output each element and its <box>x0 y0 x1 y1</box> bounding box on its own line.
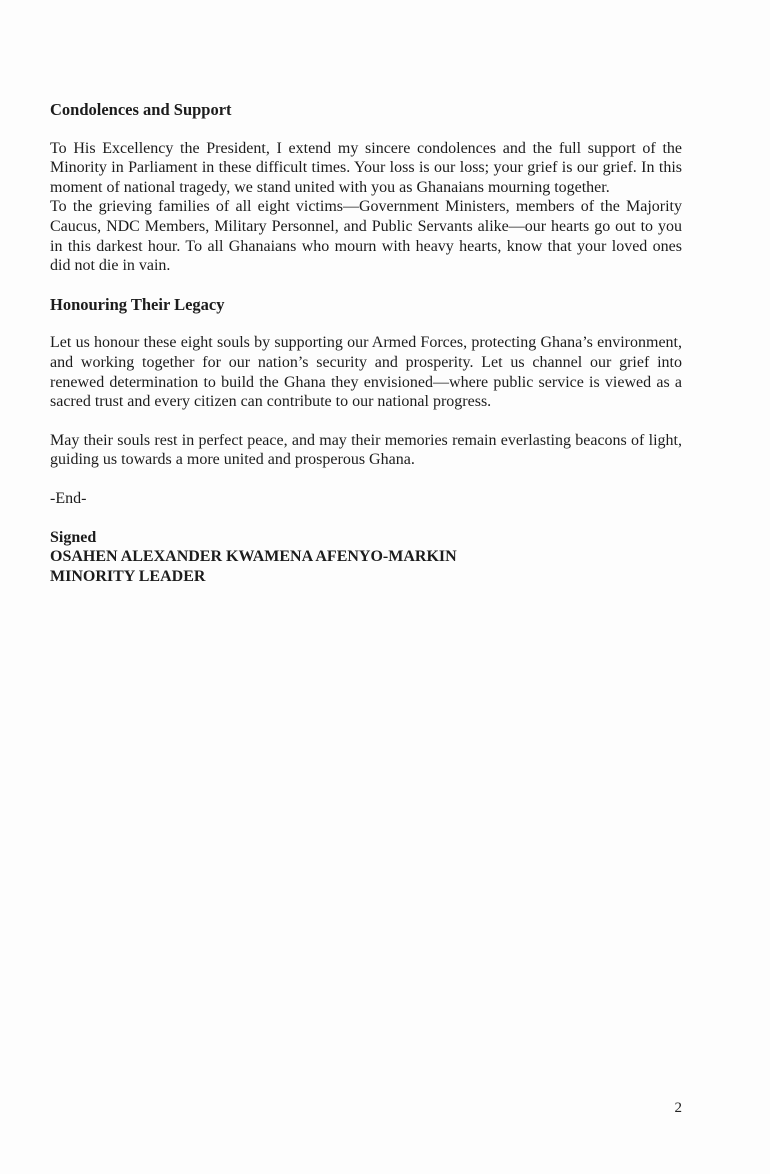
page-number: 2 <box>674 1100 682 1116</box>
section-heading-honouring-their-legacy: Honouring Their Legacy <box>50 294 225 314</box>
signature-name: OSAHEN ALEXANDER KWAMENA AFENYO-MARKIN <box>50 548 457 566</box>
paragraph-condolences-2: To the grieving families of all eight victims—Government Ministers, members of the Majority Caucus, NDC Members, Military Personnel, and Public Servants alike—our hearts go out to you in this darkest hour. To all Ghanaians who mourn with heavy hearts, know that your loved ones did not die in vain. <box>50 198 682 275</box>
end-marker: -End- <box>50 489 87 507</box>
paragraph-legacy-1: Let us honour these eight souls by supporting our Armed Forces, protecting Ghana’s environment, and working together for our nation’s security and prosperity. Let us channel our grief into renewed determination to build the Ghana they envisioned—where public service is viewed as a sacred trust and every citizen can contribute to our national progress. <box>50 334 682 411</box>
signature-label: Signed <box>50 528 97 546</box>
paragraph-condolences-1: To His Excellency the President, I extend my sincere condolences and the full support of the Minority in Parliament in these difficult times. Your loss is our loss; your grief is our grief. In this moment of national tragedy, we stand united with you as Ghanaians mourning together. <box>50 139 682 196</box>
signature-title: MINORITY LEADER <box>50 567 206 585</box>
section-heading-condolences-and-support: Condolences and Support <box>50 100 232 119</box>
paragraph-legacy-2: May their souls rest in perfect peace, and may their memories remain everlasting beacons of light, guiding us towards a more united and prosperous Ghana. <box>50 431 682 469</box>
document-content <box>50 100 682 586</box>
signature-block <box>50 528 682 587</box>
